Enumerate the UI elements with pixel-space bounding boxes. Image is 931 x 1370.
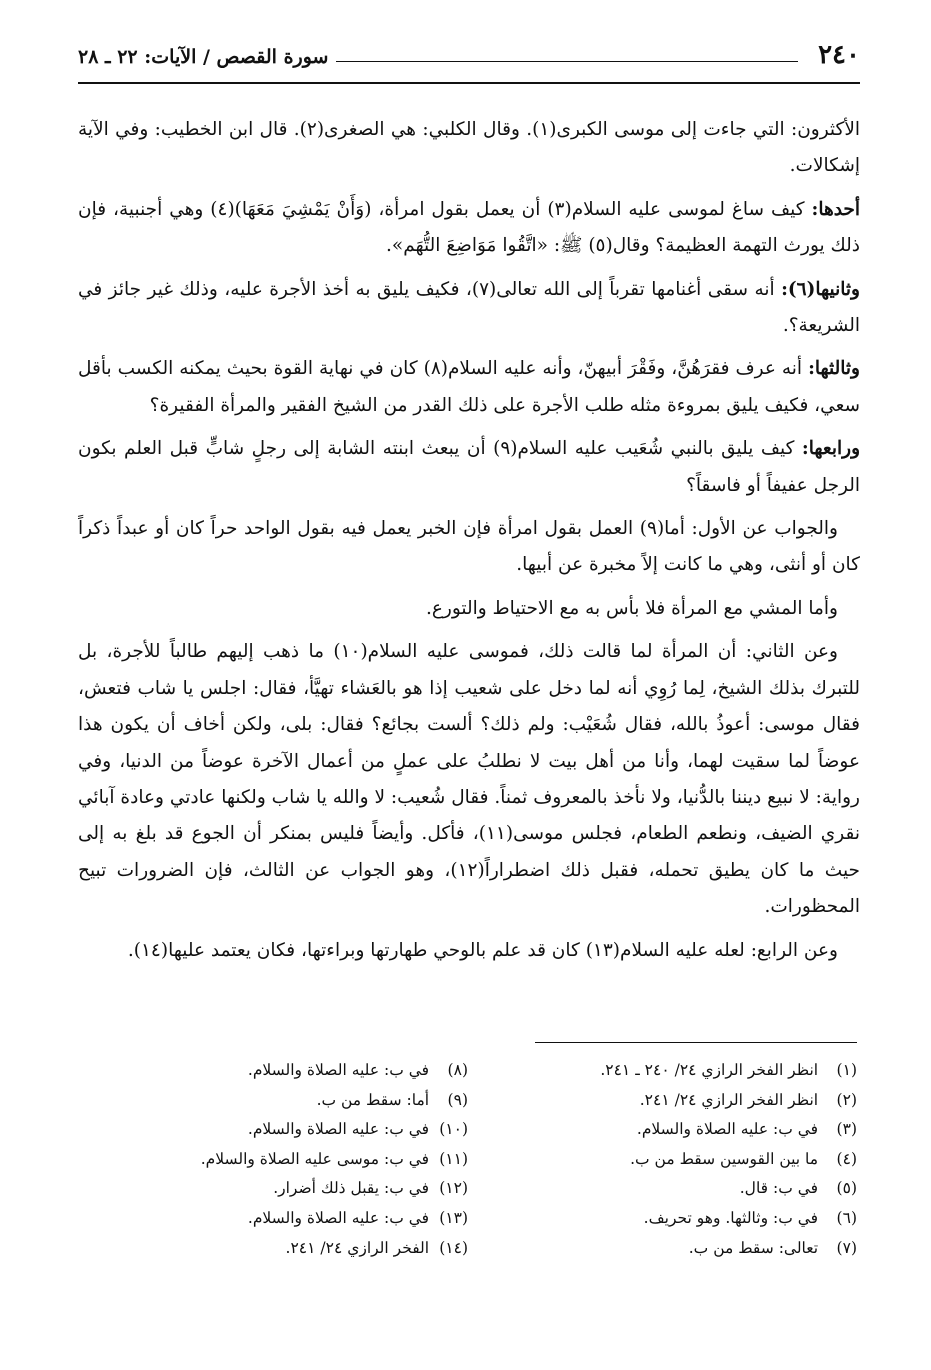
footnotes-right-column xyxy=(477,1056,857,1263)
footnote xyxy=(138,1056,468,1086)
footnote-number: (١٣) xyxy=(439,1208,468,1227)
page-header xyxy=(78,40,860,84)
header-rule xyxy=(78,82,860,84)
footnote-text: ما بين القوسين سقط من ب. xyxy=(630,1149,823,1168)
footnote-number: (٤) xyxy=(836,1149,857,1168)
page xyxy=(78,40,860,976)
paragraph-text: كيف ساغ لموسى عليه السلام(٣) أن يعمل بقول امرأة، (وَأَنْ يَمْشِيَ مَعَهَا)(٤) وهي أجنبية، فإن ذلك يورث التهمة العظيمة؟ وقال(٥) ﷺ: «اتَّقُوا مَوَاضِعَ التُّهَم». xyxy=(78,198,860,257)
footnote xyxy=(477,1056,857,1086)
footnote-text: في ب: يقبل ذلك أضرار. xyxy=(273,1179,434,1198)
footnote-number: (١) xyxy=(836,1061,857,1079)
footnote-text: في ب: موسى عليه الصلاة والسلام. xyxy=(200,1149,434,1168)
paragraph-text: الأكثرون: التي جاءت إلى موسى الكبرى(١). وقال الكلبي: هي الصغرى(٢). قال ابن الخطيب: وفي الآية إشكالات. xyxy=(78,119,861,177)
footnote-text: في ب: عليه الصلاة والسلام. xyxy=(636,1120,823,1139)
footnote-number: (٧) xyxy=(836,1238,857,1257)
paragraph xyxy=(78,933,860,969)
paragraph xyxy=(78,112,860,185)
paragraph xyxy=(78,351,860,424)
paragraph-lead: وثانيها(٦): xyxy=(781,278,860,300)
footnote-text: الفخر الرازي ٢٤/ ٢٤١. xyxy=(285,1238,434,1257)
footnote-number: (٨) xyxy=(447,1061,468,1079)
footnotes xyxy=(78,1056,857,1286)
footnote-text: في ب: قال. xyxy=(739,1179,823,1198)
footnote-number: (٥) xyxy=(836,1179,857,1198)
footnote-text: في ب: عليه الصلاة والسلام. xyxy=(247,1208,434,1227)
footnote xyxy=(138,1145,468,1175)
paragraph-text: وعن الثاني: أن المرأة لما قالت ذلك، فموسى عليه السلام(١٠) ما ذهب إليهم طالباً للأجرة، بل للتبرك بذلك الشيخ، لِما رُوِي أنه لما دخل على شعيب إذا هو بالعَشاء تهيَّأ، فقال: اجلس يا شاب فتعش، فقال موسى: أعوذُ بالله، فقال شُعَيْب: ولم ذلك؟ ألست بجائع؟ فقال: بلى، ولكن أخاف أن يكون هذا عوضاً لما سقيت لهما، وأنا من أهل بيت لا نطلبُ على عملٍ من أعمال الآخرة عوضاً من الدنيا، وفي رواية: لا نبيع ديننا بالدُّنيا، ولا نأخذ بالمعروف ثمناً. فقال شُعيب: لا والله يا شاب ولكنها عادتي وعادة آبائي نقري الضيف، ونطعم الطعام، فجلس موسى(١١)، فأكل. وأيضاً فليس بمنكر أن الجوع قد بلغ به إلى حيث ما كان يطيق تحمله، فقبل ذلك اضطراراً(١٢)، وهو الجواب عن الثالث، فإن الضرورات تبيح المحظورات. xyxy=(78,641,860,918)
footnote-text: في ب: عليه الصلاة والسلام. xyxy=(247,1061,434,1079)
footnote xyxy=(477,1115,857,1145)
footnote-text: تعالى: سقط من ب. xyxy=(688,1238,823,1257)
footnote-text: انظر الفخر الرازي ٢٤/ ٢٤١. xyxy=(639,1090,823,1109)
paragraph-text: وأما المشي مع المرأة فلا بأس به مع الاحتياط والتورع. xyxy=(425,597,838,619)
footnote xyxy=(138,1086,468,1116)
page-number: ٢٤٠ xyxy=(818,40,860,70)
paragraph-lead: وثالثها: xyxy=(808,358,860,380)
paragraph xyxy=(78,192,860,265)
footnote xyxy=(477,1086,857,1116)
footnote-number: (٩) xyxy=(447,1090,468,1109)
paragraph-lead: ورابعها: xyxy=(801,438,860,460)
running-title: سورة القصص / الآيات: ٢٢ ـ ٢٨ xyxy=(78,46,336,68)
paragraph xyxy=(78,591,860,627)
footnote-number: (١٢) xyxy=(439,1179,468,1198)
paragraph-text: أنه سقى أغنامها تقرباً إلى الله تعالى(٧)، فكيف يليق به أخذ الأجرة عليه، وذلك غير جائز في الشريعة؟. xyxy=(78,278,860,337)
paragraph xyxy=(78,431,860,504)
paragraph xyxy=(78,511,860,584)
footnote xyxy=(138,1174,468,1204)
footnote xyxy=(138,1115,468,1145)
footnote xyxy=(138,1234,468,1264)
paragraph-text: والجواب عن الأول: أما(٩) العمل بقول امرأة فإن الخبر يعمل فيه بقول الواحد حراً كان أو عبداً ذكراً كان أو أنثى، وهي ما كانت إلاً مخبرة عن أبيها. xyxy=(78,518,860,576)
paragraph xyxy=(78,272,860,345)
header-line xyxy=(328,61,798,62)
footnote-text: في ب: وثالثها. وهو تحريف. xyxy=(643,1208,823,1227)
footnote xyxy=(477,1145,857,1175)
footnote-text: انظر الفخر الرازي ٢٤/ ٢٤٠ ـ ٢٤١. xyxy=(600,1061,823,1079)
footnote-text: في ب: عليه الصلاة والسلام. xyxy=(247,1120,434,1139)
footnote-rule xyxy=(535,1042,857,1043)
footnote xyxy=(477,1204,857,1234)
footnote-text: أما: سقط من ب. xyxy=(316,1090,434,1109)
footnote xyxy=(138,1204,468,1234)
body-text xyxy=(78,112,860,969)
footnote-number: (١٤) xyxy=(439,1238,468,1257)
footnote xyxy=(477,1234,857,1264)
footnote xyxy=(477,1174,857,1204)
footnote-number: (١١) xyxy=(439,1149,468,1168)
paragraph-text: وعن الرابع: لعله عليه السلام(١٣) كان قد علم بالوحي طهارتها وبراءتها، فكان يعتمد عليها(١٤). xyxy=(127,939,838,961)
paragraph xyxy=(78,634,860,925)
paragraph-text: كيف يليق بالنبي شُعَيب عليه السلام(٩) أن يبعث ابنته الشابة إلى رجلٍ شابٍّ قبل العلم بكون الرجل عفيفاً أو فاسقاً؟ xyxy=(78,438,860,496)
footnote-number: (٦) xyxy=(836,1208,857,1227)
footnote-number: (٢) xyxy=(836,1090,857,1109)
footnote-number: (٣) xyxy=(836,1120,857,1139)
paragraph-text: أنه عرف فقرَهُنَّ، وفَقْرَ أبيهنّ، وأنه عليه السلام(٨) كان في نهاية القوة بحيث يمكنه الكسب بأقل سعي، فكيف يليق بمروءة مثله طلب الأجرة على ذلك القدر من الشيخ الفقير والمرأة الفقيرة؟ xyxy=(78,358,860,416)
footnote-number: (١٠) xyxy=(439,1120,468,1139)
paragraph-lead: أحدها: xyxy=(811,198,860,220)
footnotes-left-column xyxy=(138,1056,468,1263)
